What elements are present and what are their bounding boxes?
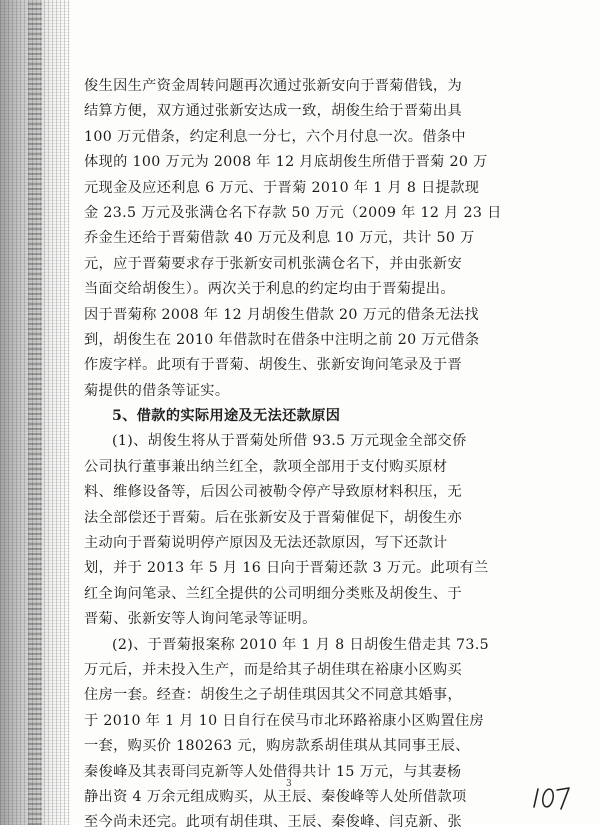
text-line: 主动向于晋菊说明停产原因及无法还款原因，写下还款计	[84, 535, 448, 552]
text-line: 万元后，并未投入生产，而是给其子胡佳琪在裕康小区购买	[84, 661, 462, 678]
text-line: 至今尚未还完。此项有胡佳琪、王辰、秦俊峰、闫克新、张	[84, 814, 462, 831]
text-line: 划，并于 2013 年 5 月 16 日向于晋菊还款 3 万元。此项有兰	[84, 560, 489, 577]
text-line: 晋菊、张新安等人询问笔录等证明。	[84, 611, 317, 628]
text-line: 红全询问笔录、兰红全提供的公司明细分类账及胡俊生、于	[84, 585, 462, 602]
text-line: 料、维修设备等，后因公司被勒令停产导致原材料积压，无	[84, 484, 462, 501]
handwritten-page-number	[528, 783, 576, 813]
text-line: 于 2010 年 1 月 10 日自行在侯马市北环路裕康小区购置住房	[84, 712, 485, 729]
text-line: (1)、胡俊生将从于晋菊处所借 93.5 万元现金全部交侨	[112, 433, 467, 450]
text-line: 公司执行董事兼出纳兰红全，款项全部用于支付购买原材	[84, 458, 448, 475]
text-line: 体现的 100 万元为 2008 年 12 月底胡俊生所借于晋菊 20 万	[84, 154, 488, 171]
section-heading: 5、借款的实际用途及无法还款原因	[112, 408, 341, 425]
text-line: 100 万元借条，约定利息一分七，六个月付息一次。借条中	[84, 128, 466, 145]
text-line: 菊提供的借条等证实。	[84, 382, 230, 399]
text-line: 乔金生还给于晋菊借款 40 万元及利息 10 万元，共计 50 万	[84, 230, 475, 247]
text-line: 因于晋菊称 2008 年 12 月胡俊生借款 20 万元的借条无法找	[84, 306, 479, 323]
text-line: 静出资 4 万余元组成购买，从王辰、秦俊峰等人处所借款项	[84, 788, 467, 805]
text-line: 秦俊峰及其表哥闫克新等人处借得共计 15 万元，与其妻杨	[84, 763, 462, 780]
document-body	[84, 74, 504, 836]
text-line: 元现金及应还利息 6 万元、于晋菊 2010 年 1 月 8 日提款现	[84, 179, 480, 196]
text-line: 元，应于晋菊要求存于张新安司机张满仓名下，并由张新安	[84, 255, 462, 272]
text-line: 金 23.5 万元及张满仓名下存款 50 万元（2009 年 12 月 23 日	[84, 204, 502, 221]
text-line: 住房一套。经查：胡俊生之子胡佳琪因其父不同意其婚事，	[84, 687, 462, 704]
text-line: (2)、于晋菊报案称 2010 年 1 月 8 日胡俊生借走其 73.5	[112, 636, 490, 653]
text-line: 结算方便，双方通过张新安达成一致，胡俊生给于晋菊出具	[84, 103, 462, 120]
text-line: 当面交给胡俊生）。两次关于利息的约定均由于晋菊提出。	[84, 281, 455, 298]
text-line: 作废字样。此项有于晋菊、胡俊生、张新安询问笔录及于晋	[84, 357, 462, 374]
page-number: 3	[286, 779, 292, 789]
text-line: 俊生因生产资金周转问题再次通过张新安向于晋菊借钱，为	[84, 78, 462, 94]
scan-edge-shadow	[28, 0, 42, 825]
text-line: 一套，购买价 180263 元，购房款系胡佳琪从其同事王辰、	[84, 738, 470, 755]
text-line: 到，胡俊生在 2010 年借款时在借条中注明之前 20 万元借条	[84, 331, 480, 348]
text-line: 法全部偿还于晋菊。后在张新安及于晋菊催促下，胡俊生亦	[84, 509, 462, 526]
